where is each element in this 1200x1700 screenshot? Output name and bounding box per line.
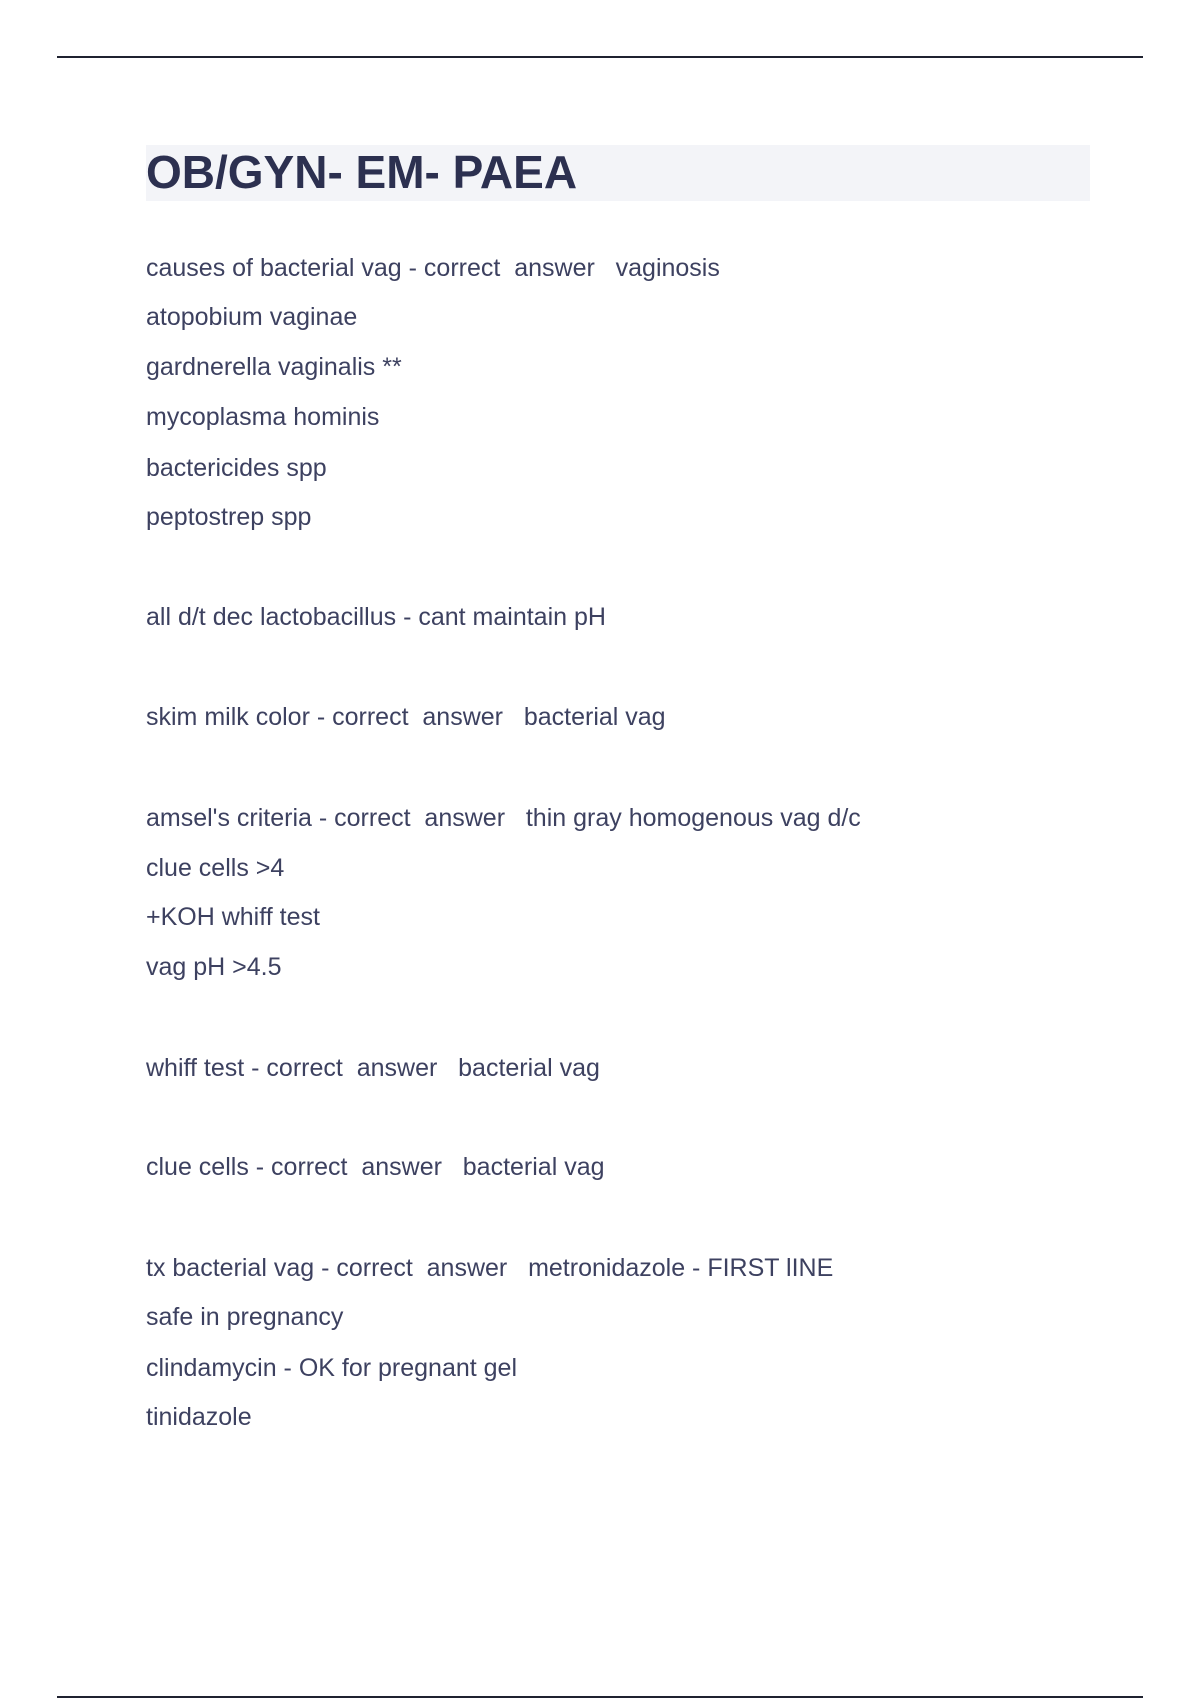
- top-divider: [57, 56, 1143, 58]
- text-line: whiff test - correct answer bacterial vag: [146, 1054, 600, 1082]
- text-line: all d/t dec lactobacillus - cant maintain pH: [146, 603, 606, 631]
- page-title: OB/GYN- EM- PAEA: [146, 146, 578, 198]
- text-line: +KOH whiff test: [146, 903, 320, 931]
- text-line: tx bacterial vag - correct answer metronidazole - FIRST lINE: [146, 1254, 834, 1282]
- text-line: mycoplasma hominis: [146, 403, 380, 431]
- text-line: clindamycin - OK for pregnant gel: [146, 1354, 518, 1382]
- text-line: gardnerella vaginalis **: [146, 353, 402, 381]
- text-line: clue cells >4: [146, 854, 285, 882]
- text-line: clue cells - correct answer bacterial vag: [146, 1153, 605, 1181]
- text-line: skim milk color - correct answer bacterial vag: [146, 703, 666, 731]
- text-line: vag pH >4.5: [146, 953, 282, 981]
- text-line: tinidazole: [146, 1403, 252, 1431]
- bottom-divider: [57, 1696, 1143, 1698]
- text-line: atopobium vaginae: [146, 303, 358, 331]
- text-line: safe in pregnancy: [146, 1303, 344, 1331]
- text-line: causes of bacterial vag - correct answer vaginosis: [146, 254, 720, 282]
- text-line: amsel's criteria - correct answer thin gray homogenous vag d/c: [146, 804, 861, 832]
- text-line: bactericides spp: [146, 454, 327, 482]
- text-line: peptostrep spp: [146, 503, 312, 531]
